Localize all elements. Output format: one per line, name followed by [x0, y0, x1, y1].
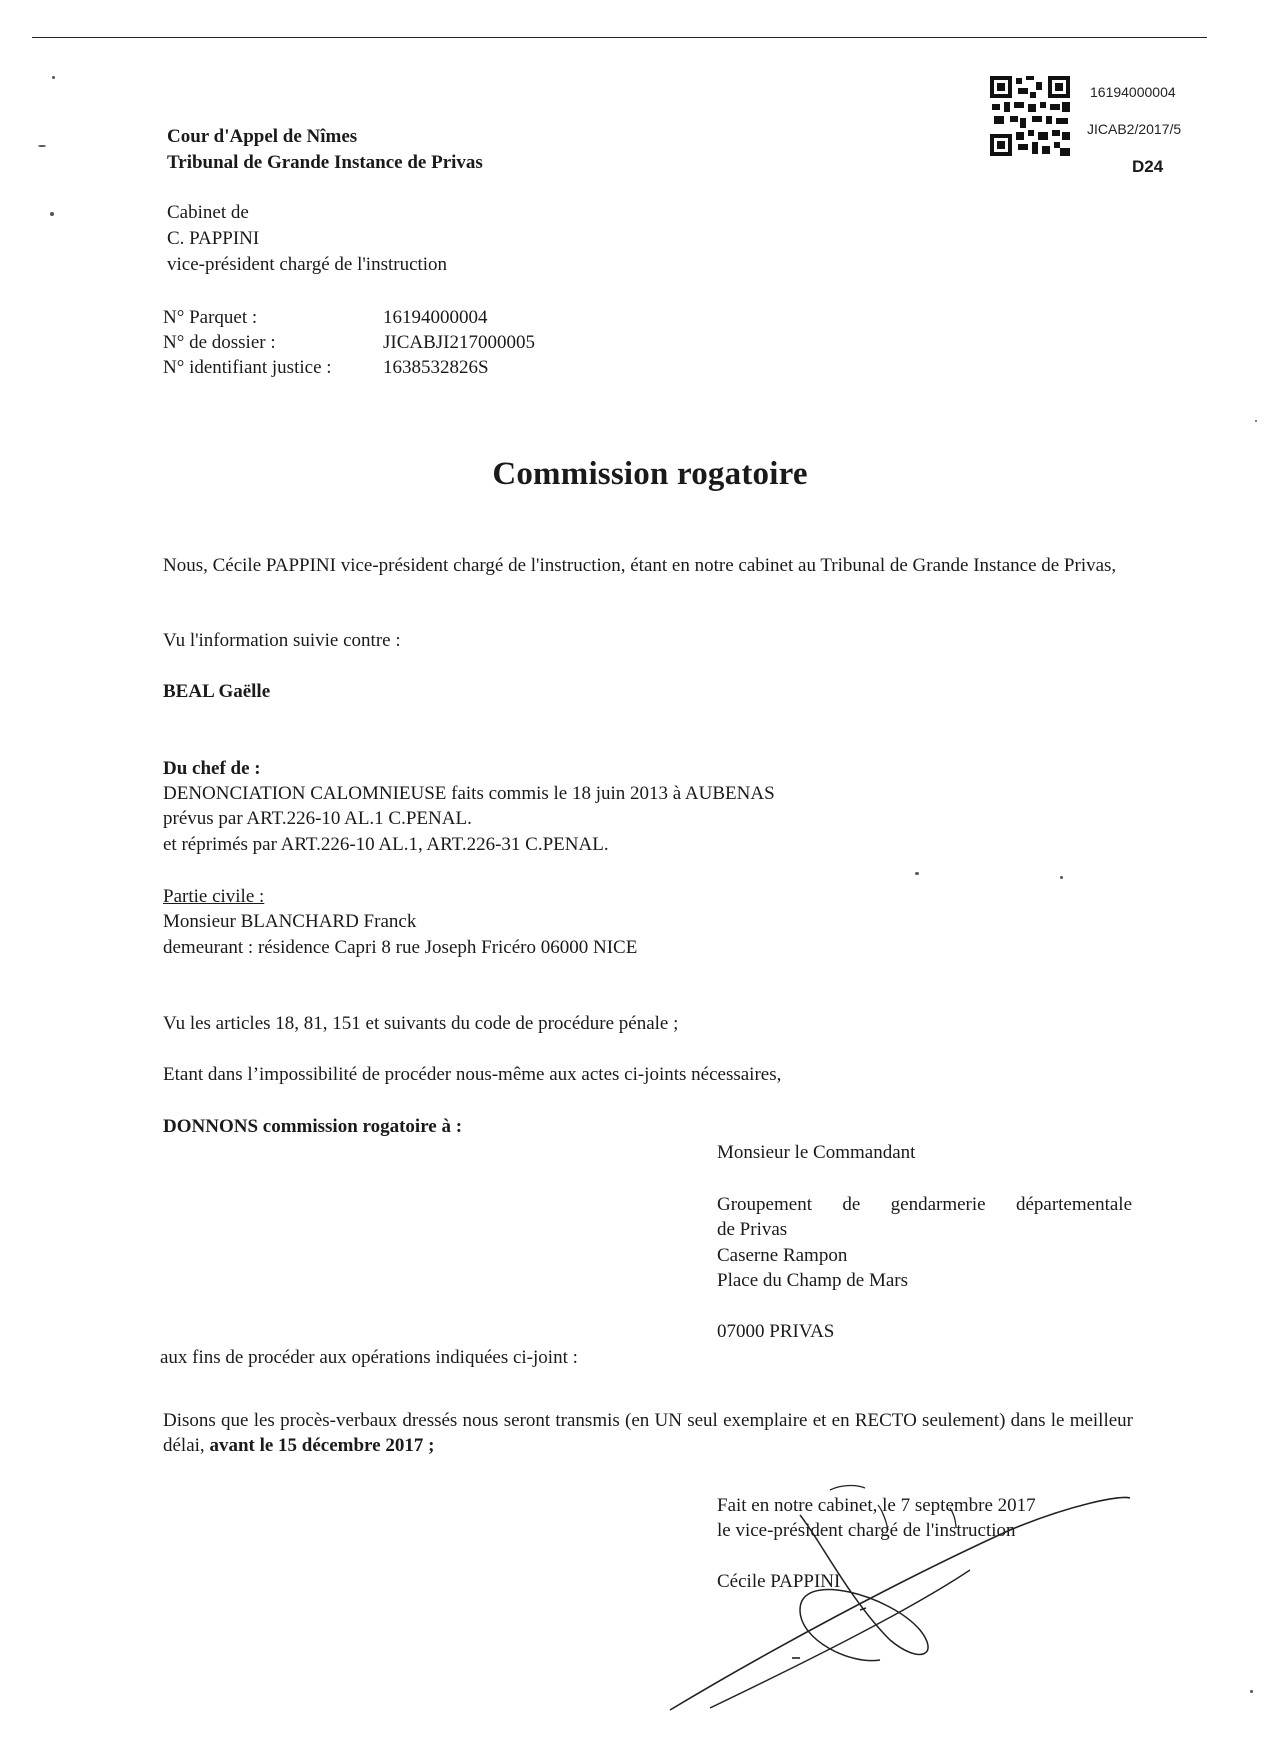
scan-speck	[38, 145, 46, 147]
accused-name: BEAL Gaëlle	[163, 681, 271, 702]
recipient-org-line1: Groupement de gendarmerie départementale	[717, 1194, 1132, 1215]
civil-party-name: Monsieur BLANCHARD Franck	[163, 911, 417, 932]
page-title: Commission rogatoire	[492, 456, 808, 492]
information-line: Vu l'information suivie contre :	[163, 630, 401, 651]
charges-heading: Du chef de :	[163, 758, 261, 779]
scan-speck	[1250, 1690, 1253, 1693]
impossibility-line: Etant dans l’impossibilité de procéder nous-même aux actes ci-joints nécessaires,	[163, 1064, 782, 1085]
intro-paragraph: Nous, Cécile PAPPINI vice-président chargé de l'instruction, étant en notre cabinet au Tribunal de Grande Instance de Privas,	[163, 555, 1117, 576]
scan-speck	[1255, 420, 1257, 422]
scan-speck	[50, 212, 54, 216]
cabinet-line2: C. PAPPINI	[167, 228, 260, 249]
tribunal-name: Tribunal de Grande Instance de Privas	[167, 152, 483, 173]
cabinet-line1: Cabinet de	[167, 202, 249, 223]
charges-line1: DENONCIATION CALOMNIEUSE faits commis le 18 juin 2013 à AUBENAS	[163, 783, 775, 804]
scan-speck	[1060, 876, 1063, 879]
identifier-value: 16194000004	[383, 307, 488, 328]
signatory-name: Cécile PAPPINI	[717, 1571, 841, 1592]
top-rule	[32, 37, 1207, 38]
identifier-value: JICABJI217000005	[383, 332, 536, 353]
recipient-title: Monsieur le Commandant	[717, 1142, 916, 1163]
identifier-label: N° de dossier :	[163, 332, 276, 353]
charges-line2: prévus par ART.226-10 AL.1 C.PENAL.	[163, 808, 472, 829]
deadline: avant le 15 décembre 2017 ;	[209, 1435, 435, 1456]
identifier-value: 1638532826S	[383, 357, 489, 378]
identifier-justice	[163, 355, 489, 380]
charges-line3: et réprimés par ART.226-10 AL.1, ART.226-31 C.PENAL.	[163, 834, 609, 855]
disons-paragraph	[163, 1408, 1133, 1458]
scan-speck	[915, 872, 919, 875]
stamp-ref-code: JICAB2/2017/5	[1087, 121, 1182, 137]
closing-line2: le vice-président chargé de l'instruction	[717, 1520, 1016, 1541]
civil-party-heading: Partie civile :	[163, 886, 265, 907]
disons-text: Disons que les procès-verbaux dressés nous seront transmis (en UN seul exemplaire et en RECTO seulement) dans le meilleur délai,	[163, 1410, 1133, 1456]
identifier-dossier	[163, 330, 535, 355]
recipient-street1: Caserne Rampon	[717, 1245, 848, 1266]
recipient-street2: Place du Champ de Mars	[717, 1270, 909, 1291]
purpose-line: aux fins de procéder aux opérations indiquées ci-joint :	[160, 1347, 578, 1368]
identifier-label: N° Parquet :	[163, 307, 258, 328]
civil-party-address: demeurant : résidence Capri 8 rue Joseph Fricéro 06000 NICE	[163, 937, 638, 958]
stamp-ref-number: 16194000004	[1090, 84, 1176, 100]
articles-line: Vu les articles 18, 81, 151 et suivants du code de procédure pénale ;	[163, 1013, 679, 1034]
recipient-city: 07000 PRIVAS	[717, 1321, 835, 1342]
scan-speck	[52, 76, 55, 79]
stamp-doc-code: D24	[1132, 157, 1164, 176]
cabinet-line3: vice-président chargé de l'instruction	[167, 254, 448, 275]
recipient-org-line2: de Privas	[717, 1219, 788, 1240]
handwritten-signature	[650, 1480, 1150, 1720]
identifier-label: N° identifiant justice :	[163, 357, 332, 378]
donnons-line: DONNONS commission rogatoire à :	[163, 1116, 463, 1137]
closing-line1: Fait en notre cabinet, le 7 septembre 2017	[717, 1495, 1036, 1516]
court-name: Cour d'Appel de Nîmes	[167, 126, 358, 147]
qr-code-icon	[990, 76, 1070, 156]
identifier-parquet	[163, 305, 488, 330]
